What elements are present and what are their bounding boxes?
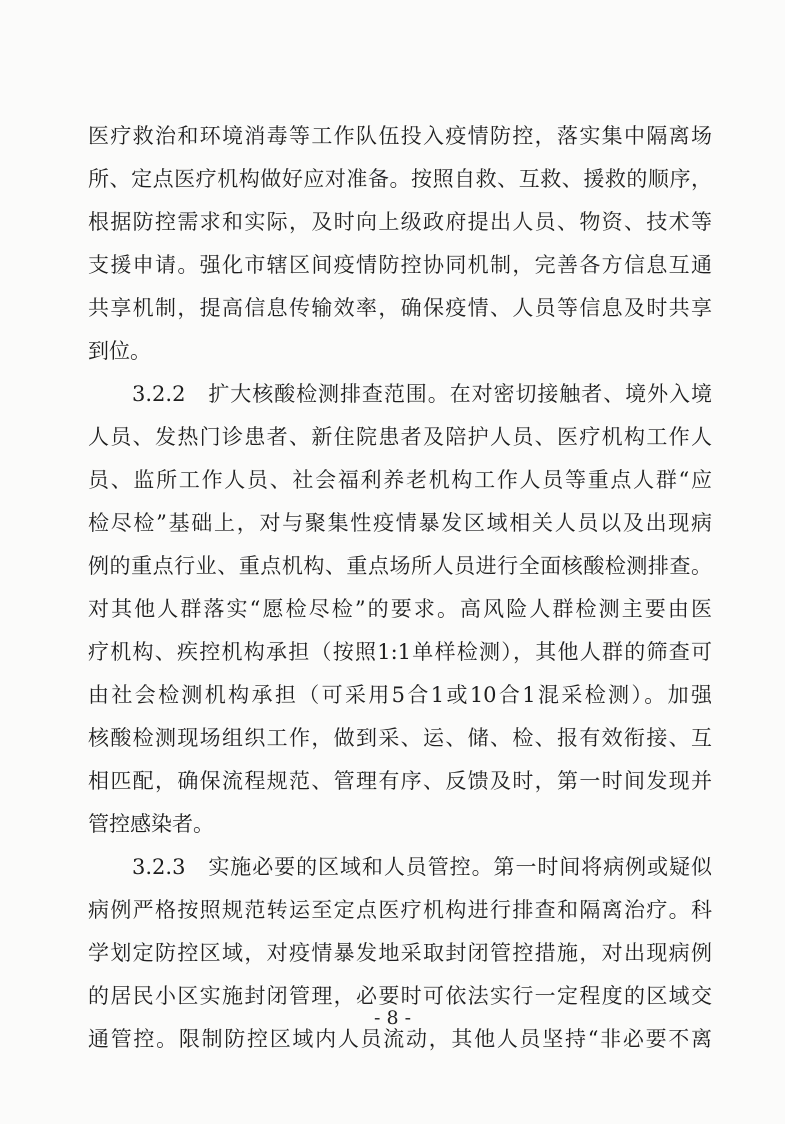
section-3-2-3-heading-line: 3.2.3 实施必要的区域和人员管控。第一时间将病例或疑似 [132, 855, 712, 879]
text-line-17: 管控感染者。 [88, 812, 214, 836]
text-line-8: 人员、发热门诊患者、新住院患者及陪护人员、医疗机构工作人 [88, 425, 712, 449]
text-line-3: 根据防控需求和实际，及时向上级政府提出人员、物资、技术等 [88, 210, 712, 234]
text-line-15: 核酸检测现场组织工作，做到采、运、储、检、报有效衔接、互 [88, 726, 712, 750]
section-3-2-2-heading-line: 3.2.2 扩大核酸检测排查范围。在对密切接触者、境外入境 [132, 382, 712, 406]
text-line-9: 员、监所工作人员、社会福利养老机构工作人员等重点人群“应 [88, 468, 712, 492]
text-line-12: 对其他人群落实“愿检尽检”的要求。高风险人群检测主要由医 [88, 597, 712, 621]
text-line-4: 支援申请。强化市辖区间疫情防控协同机制，完善各方信息互通 [88, 253, 712, 277]
text-line-1: 医疗救治和环境消毒等工作队伍投入疫情防控，落实集中隔离场 [88, 124, 712, 148]
text-line-6: 到位。 [88, 339, 151, 363]
text-line-21: 的居民小区实施封闭管理，必要时可依法实行一定程度的区域交 [88, 984, 712, 1008]
text-line-16: 相匹配，确保流程规范、管理有序、反馈及时，第一时间发现并 [88, 769, 712, 793]
text-line-14: 由社会检测机构承担（可采用5合1或10合1混采检测）。加强 [88, 683, 712, 707]
text-line-2: 所、定点医疗机构做好应对准备。按照自救、互救、援救的顺序， [88, 167, 712, 191]
text-line-13: 疗机构、疾控机构承担（按照1:1单样检测），其他人群的筛查可 [88, 640, 712, 664]
text-line-19: 病例严格按照规范转运至定点医疗机构进行排查和隔离治疗。科 [88, 898, 712, 922]
text-line-22: 通管控。限制防控区域内人员流动，其他人员坚持“非必要不离 [88, 1027, 712, 1051]
text-line-10: 检尽检”基础上，对与聚集性疫情暴发区域相关人员以及出现病 [88, 511, 712, 535]
text-line-5: 共享机制，提高信息传输效率，确保疫情、人员等信息及时共享 [88, 296, 712, 320]
page-number: - 8 - [373, 1007, 411, 1029]
text-line-20: 学划定防控区域，对疫情暴发地采取封闭管控措施，对出现病例 [88, 941, 712, 965]
text-line-11: 例的重点行业、重点机构、重点场所人员进行全面核酸检测排查。 [88, 554, 712, 578]
